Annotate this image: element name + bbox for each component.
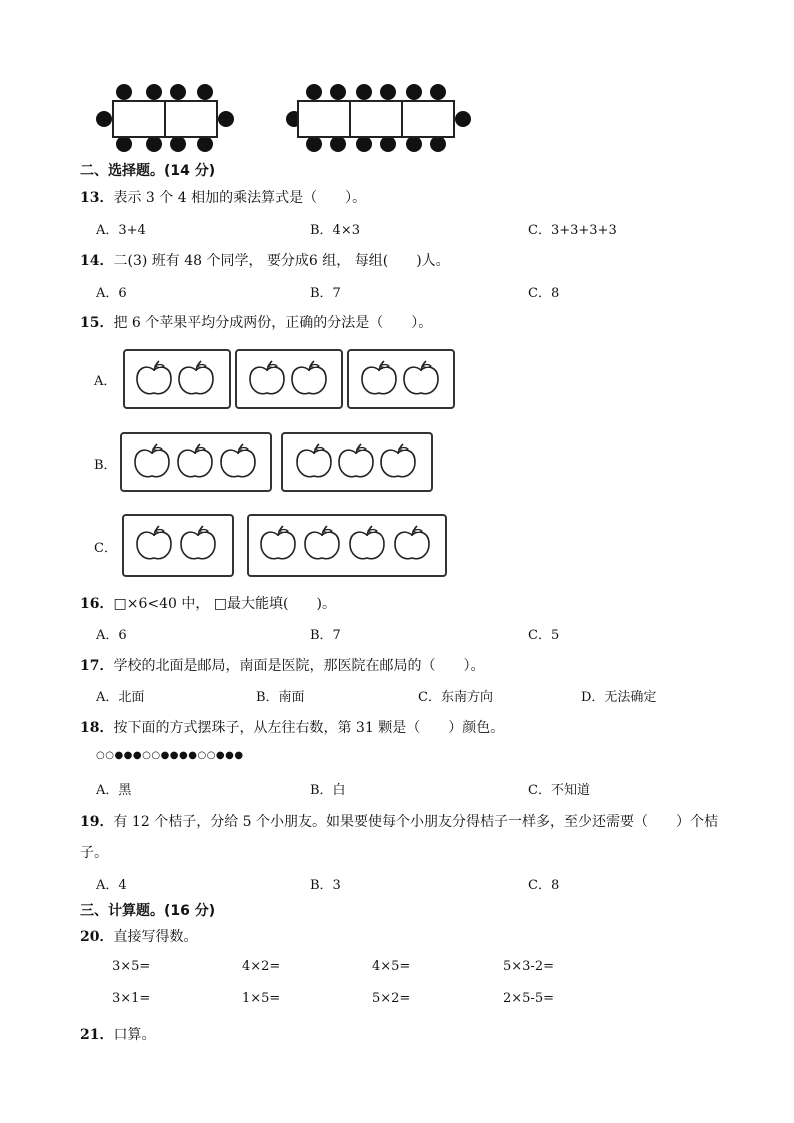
option-c[interactable]: C．不知道 (528, 783, 590, 798)
apple-icon (218, 441, 258, 481)
apple-icon (302, 523, 342, 563)
question-text: □×6<40 中， □最大能填( )。 (113, 596, 336, 612)
option-c[interactable]: C．8 (528, 878, 560, 893)
option-b[interactable]: B．7 (310, 628, 341, 643)
question-text: 二(3) 班有 48 个同学， 要分成6 组， 每组( )人。 (113, 253, 450, 269)
option-b[interactable]: B．4×3 (310, 223, 360, 238)
option-b[interactable]: B．南面 (256, 690, 305, 705)
bead-sequence: ○○●●●○○●●●●○○●●● (96, 750, 244, 761)
question-number: 13． (80, 190, 114, 206)
apple-icon (132, 441, 172, 481)
option-b[interactable]: B．白 (310, 783, 346, 798)
question-18 (80, 717, 504, 737)
question-text: 有 12 个桔子，分给 5 个小朋友。如果要使每个小朋友分得桔子一样多，至少还需要（ ）个桔 (113, 814, 719, 830)
option-c[interactable]: C．东南方向 (418, 690, 493, 705)
option-a[interactable]: A．3+4 (96, 223, 146, 238)
apple-icon (178, 523, 218, 563)
question-text: 表示 3 个 4 相加的乘法算式是（ ）。 (113, 190, 367, 206)
calc-item: 3×5= (112, 959, 151, 974)
apple-icon (134, 358, 174, 398)
question-17 (80, 655, 484, 675)
question-15 (80, 312, 432, 332)
calc-item: 5×3-2= (503, 959, 554, 974)
calc-item: 1×5= (242, 991, 281, 1006)
question-21 (80, 1024, 155, 1044)
apple-icon (134, 523, 174, 563)
apple-icon (289, 358, 329, 398)
apple-icon (378, 441, 418, 481)
apple-icon (401, 358, 441, 398)
calc-item: 3×1= (112, 991, 151, 1006)
apple-icon (359, 358, 399, 398)
option-a[interactable]: A．北面 (96, 690, 145, 705)
question-number: 16． (80, 596, 114, 612)
option-a[interactable]: A．6 (96, 286, 127, 301)
apple-icon (176, 358, 216, 398)
option-c[interactable]: C．5 (528, 628, 560, 643)
apple-icon (175, 441, 215, 481)
question-number: 20． (80, 929, 114, 945)
apple-icon (258, 523, 298, 563)
question-text: 学校的北面是邮局，南面是医院，那医院在邮局的（ ）。 (113, 658, 485, 674)
calc-item: 2×5-5= (503, 991, 554, 1006)
question-number: 17． (80, 658, 114, 674)
apple-icon (294, 441, 334, 481)
question-number: 18． (80, 720, 114, 736)
calc-item: 4×2= (242, 959, 281, 974)
option-a[interactable]: A．6 (96, 628, 127, 643)
question-text: 口算。 (113, 1027, 156, 1043)
question-number: 14． (80, 253, 114, 269)
question-number: 21． (80, 1027, 114, 1043)
option-c[interactable]: C．8 (528, 286, 560, 301)
option-b[interactable]: B．7 (310, 286, 341, 301)
option-d[interactable]: D．无法确定 (581, 690, 657, 705)
apple-icon (247, 358, 287, 398)
question-text: 按下面的方式摆珠子，从左往右数，第 31 颗是（ ）颜色。 (113, 720, 505, 736)
section-title-calc: 三、计算题。(16 分) (80, 903, 216, 919)
option-a[interactable]: A． (94, 374, 117, 389)
question-14 (80, 250, 450, 270)
question-text: 把 6 个苹果平均分成两份，正确的分法是（ ）。 (113, 315, 433, 331)
option-c[interactable]: C．3+3+3+3 (528, 223, 617, 238)
apple-icon (347, 523, 387, 563)
question-text: 直接写得数。 (113, 929, 198, 945)
question-19 (80, 811, 718, 831)
option-a[interactable]: A．黑 (96, 783, 132, 798)
option-b[interactable]: B． (94, 458, 117, 473)
question-19-continued: 子。 (80, 845, 108, 861)
question-13 (80, 187, 366, 207)
section-title-choice: 二、选择题。(14 分) (80, 163, 216, 179)
question-number: 15． (80, 315, 114, 331)
apple-icon (336, 441, 376, 481)
question-16 (80, 593, 336, 613)
calc-item: 4×5= (372, 959, 411, 974)
question-number: 19． (80, 814, 114, 830)
option-b[interactable]: B．3 (310, 878, 341, 893)
option-a[interactable]: A．4 (96, 878, 127, 893)
apple-icon (392, 523, 432, 563)
option-c[interactable]: C． (94, 541, 117, 556)
calc-item: 5×2= (372, 991, 411, 1006)
question-20 (80, 926, 197, 946)
